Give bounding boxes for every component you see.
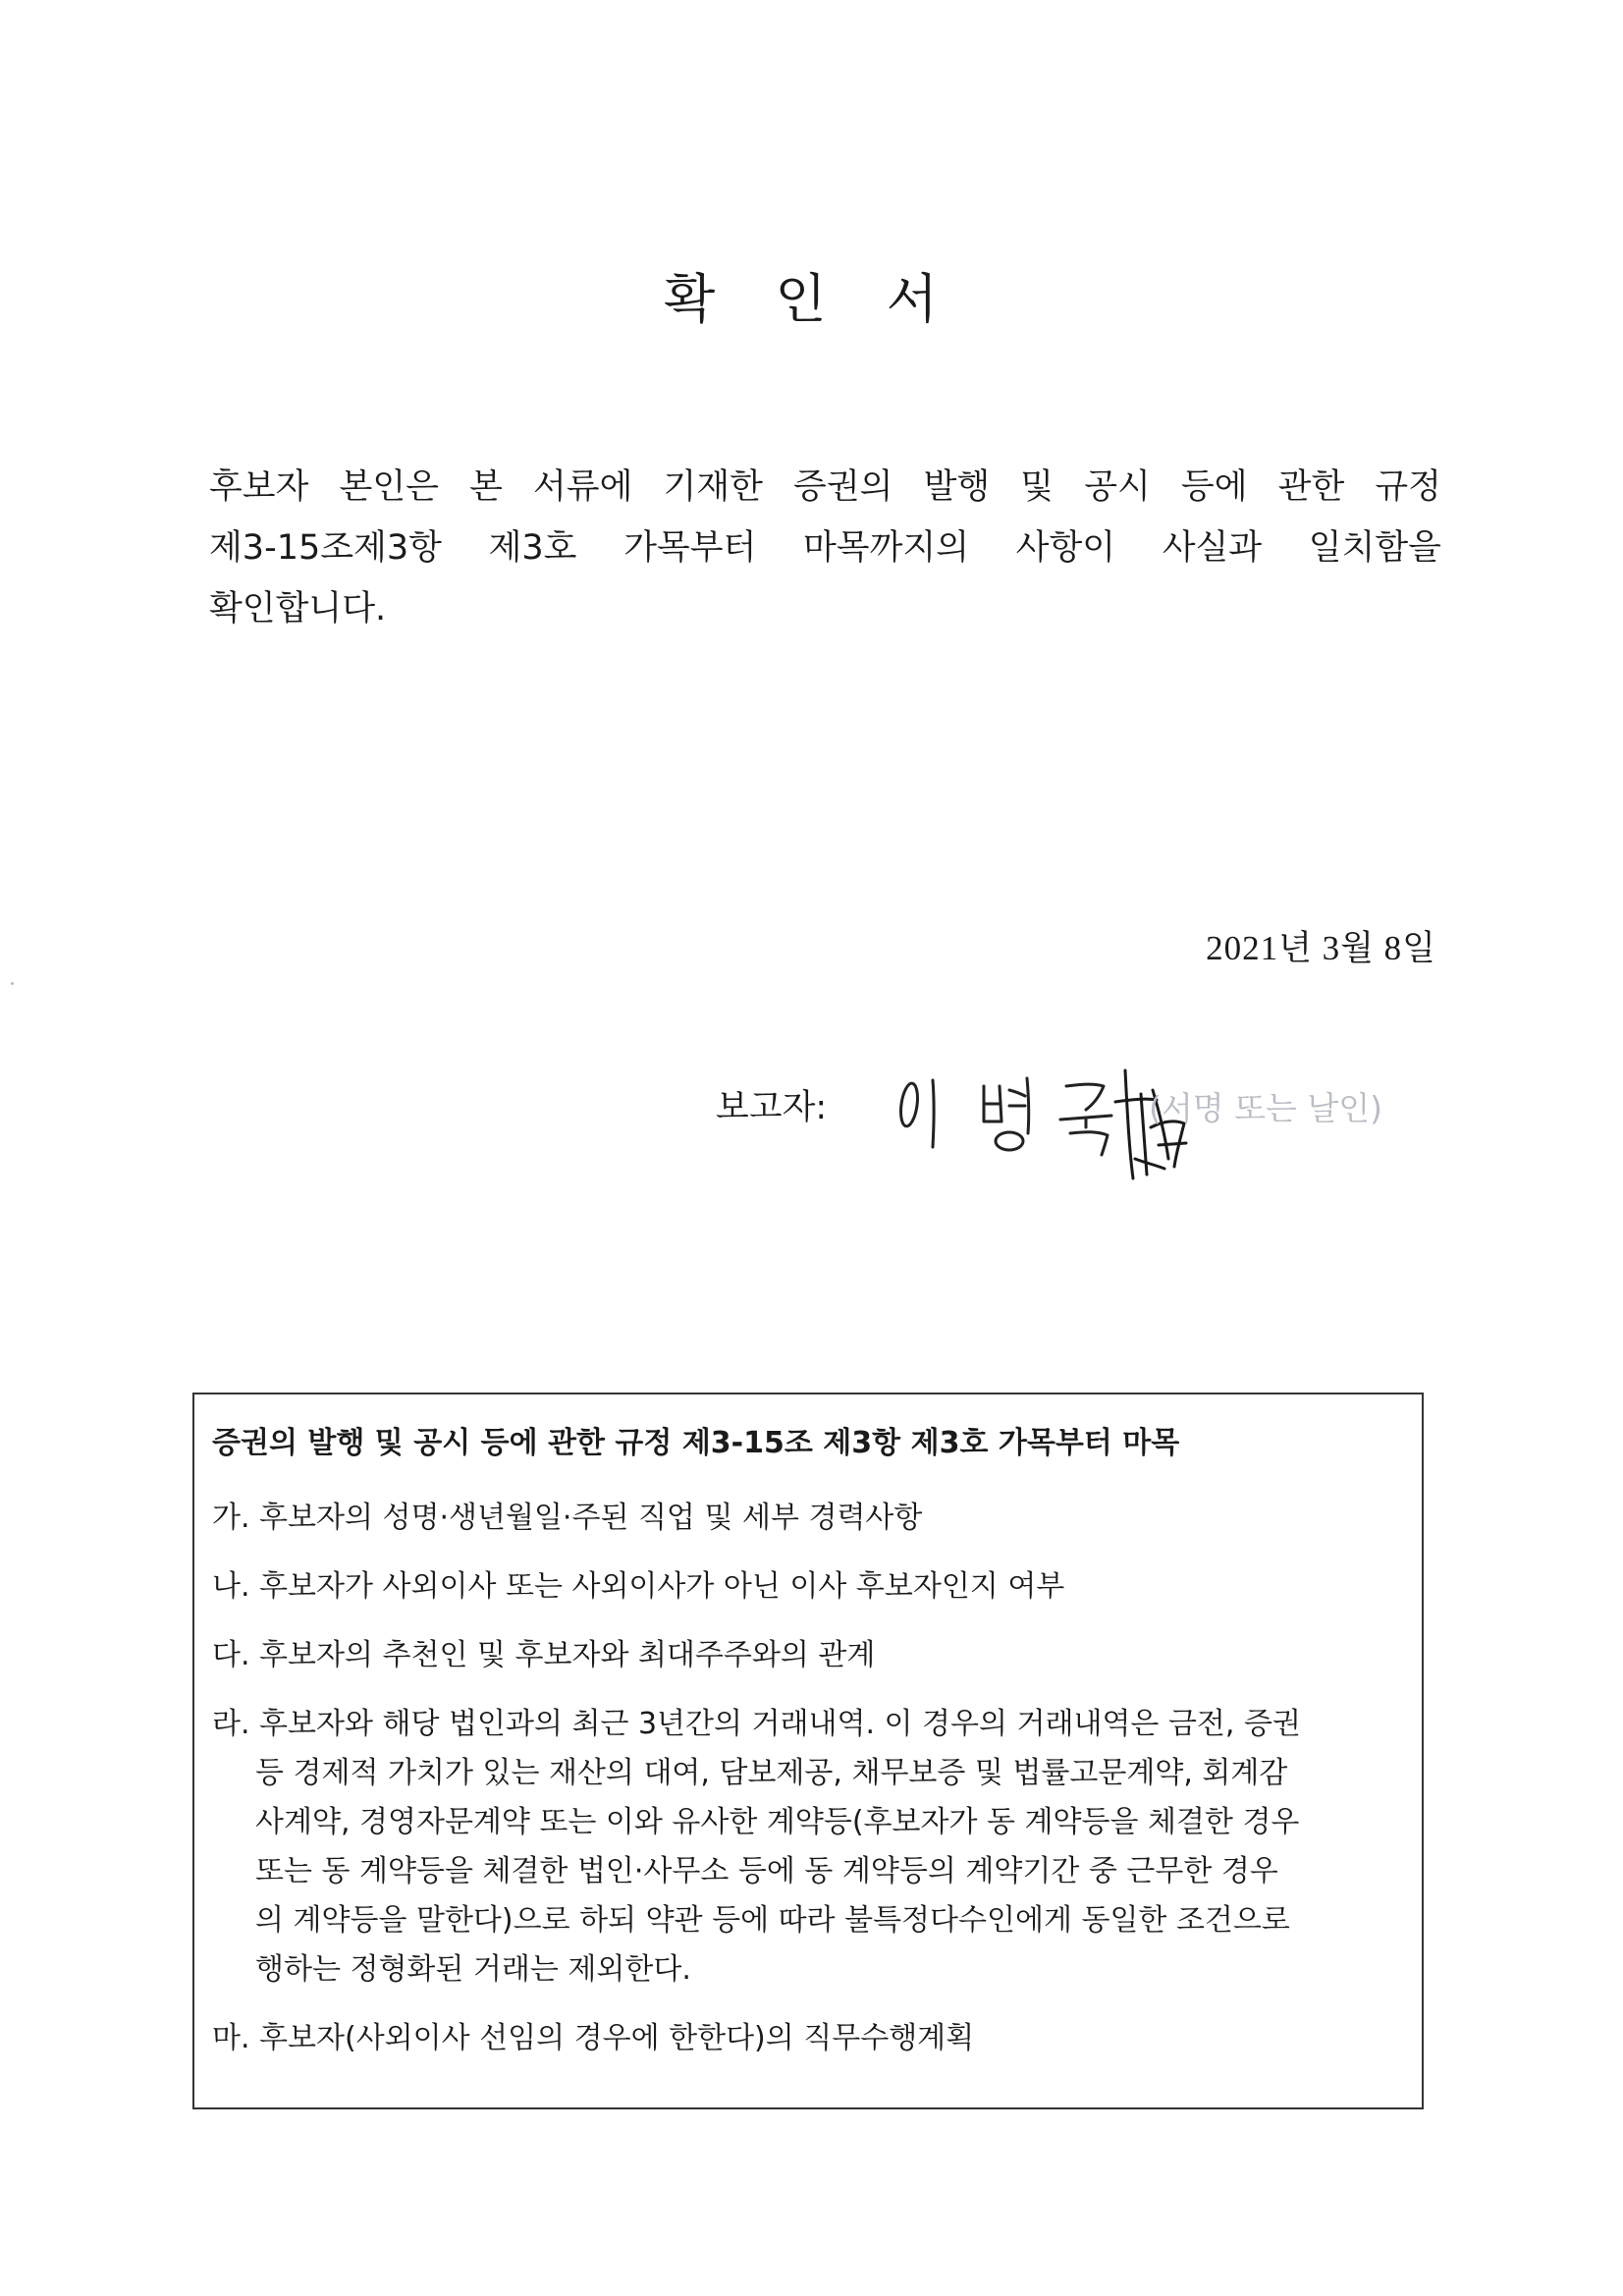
reference-heading: 증권의 발행 및 공시 등에 관한 규정 제3-15조 제3항 제3호 가목부터 마목: [212, 1426, 1180, 1460]
document-title: 확 인 서: [664, 268, 959, 330]
reporter-label: 보고자:: [716, 1088, 828, 1127]
reference-item-da: 다. 후보자의 추천인 및 후보자와 최대주주와의 관계: [212, 1638, 876, 1672]
reference-item-ra-cont-3: 또는 동 계약등을 체결한 법인·사무소 등에 동 계약등의 계약기간 중 근무한 경우: [255, 1854, 1278, 1888]
reference-item-ma: 마. 후보자(사외이사 선임의 경우에 한한다)의 직무수행계획: [212, 2021, 975, 2055]
signature-note: (서명 또는 날인): [1149, 1089, 1382, 1127]
reference-item-ra: 라. 후보자와 해당 법인과의 최근 3년간의 거래내역. 이 경우의 거래내역은 금전, 증권: [212, 1707, 1301, 1741]
reference-item-ra-cont-1: 등 경제적 가치가 있는 재산의 대여, 담보제공, 채무보증 및 법률고문계약, 회계감: [255, 1756, 1288, 1790]
reference-box: [192, 1393, 1424, 2109]
statement-line-1: 후보자 본인은 본 서류에 기재한 증권의 발행 및 공시 등에 관한 규정: [209, 467, 1441, 507]
reference-item-ga: 가. 후보자의 성명·생년월일·주된 직업 및 세부 경력사항: [212, 1501, 923, 1535]
scan-speck: [11, 982, 14, 985]
reference-item-na: 나. 후보자가 사외이사 또는 사외이사가 아닌 이사 후보자인지 여부: [212, 1569, 1065, 1604]
statement-line-2: 제3-15조제3항 제3호 가목부터 마목까지의 사항이 사실과 일치함을: [209, 528, 1441, 568]
reference-item-ra-cont-4: 의 계약등을 말한다)으로 하되 약관 등에 따라 불특정다수인에게 동일한 조건으로: [255, 1903, 1290, 1938]
document-date: 2021년 3월 8일: [1206, 929, 1436, 967]
statement-line-3: 확인합니다.: [209, 589, 387, 629]
reference-item-ra-cont-2: 사계약, 경영자문계약 또는 이와 유사한 계약등(후보자가 동 계약등을 체결한 경우: [255, 1805, 1300, 1839]
reference-item-ra-cont-5: 행하는 정형화된 거래는 제외한다.: [255, 1952, 691, 1987]
